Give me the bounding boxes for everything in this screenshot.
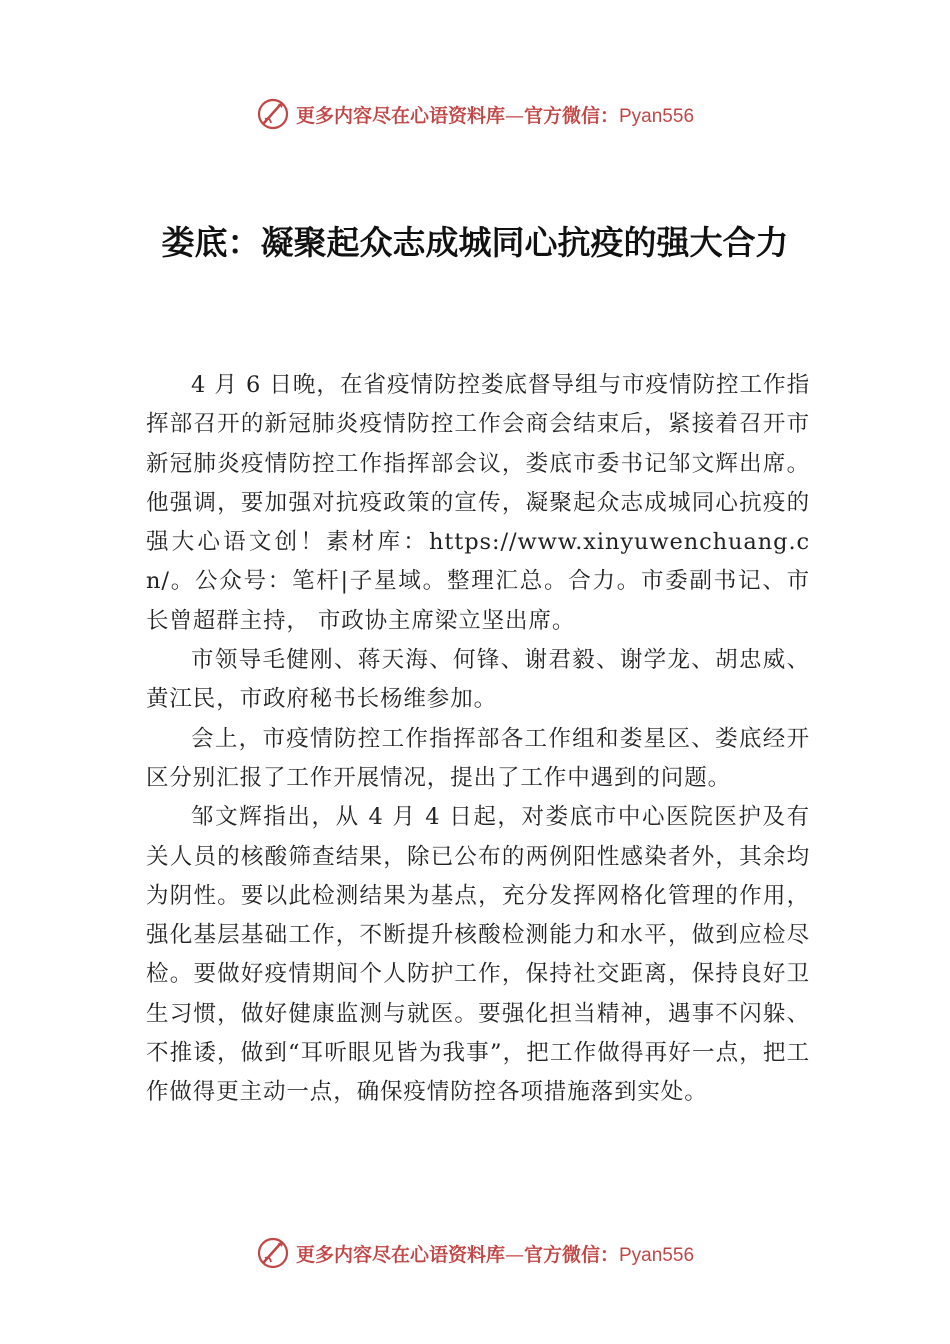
banner-wechat-label: 官方微信： xyxy=(523,104,619,127)
banner-promo: 更多内容尽在心语资料库 xyxy=(295,104,505,127)
banner-text xyxy=(296,101,694,128)
banner-separator: — xyxy=(504,104,524,127)
article-title: 娄底：凝聚起众志成城同心抗疫的强大合力 xyxy=(161,223,789,262)
banner-separator: — xyxy=(504,1243,524,1266)
article-body xyxy=(146,366,810,1113)
banner-text xyxy=(296,1240,694,1267)
banner-wechat-label: 官方微信： xyxy=(523,1243,619,1266)
banner-wechat-id: Pyan556 xyxy=(619,1244,695,1266)
paragraph: 4 月 6 日晚，在省疫情防控娄底督导组与市疫情防控工作指挥部召开的新冠肺炎疫情防控工作会商会结束后，紧接着召开市新冠肺炎疫情防控工作指挥部会议，娄底市委书记邹文辉出席。他强调，要加强对抗疫政策的宣传，凝聚起众志成城同心抗疫的强大心语文创！素材库：https://www.xinyuwenchuang.cn/。公众号：笔杆|子星域。整理汇总。合力。市委副书记、市长曾超群主持， 市政协主席梁立坚出席。 xyxy=(146,372,810,634)
banner-promo: 更多内容尽在心语资料库 xyxy=(295,1243,505,1266)
brush-logo-icon xyxy=(256,1236,290,1270)
header-banner xyxy=(0,94,950,134)
footer-banner xyxy=(0,1233,950,1273)
brush-logo-icon xyxy=(256,97,290,131)
paragraph: 市领导毛健刚、蒋天海、何锋、谢君毅、谢学龙、胡忠威、黄江民，市政府秘书长杨维参加。 xyxy=(146,647,810,713)
paragraph: 会上，市疫情防控工作指挥部各工作组和娄星区、娄底经开区分别汇报了工作开展情况，提出了工作中遇到的问题。 xyxy=(146,725,810,791)
paragraph: 邹文辉指出，从 4 月 4 日起，对娄底市中心医院医护及有关人员的核酸筛查结果，除已公布的两例阳性感染者外，其余均为阴性。要以此检测结果为基点，充分发挥网格化管理的作用，强化基层基础工作，不断提升核酸检测能力和水平，做到应检尽检。要做好疫情期间个人防护工作，保持社交距离，保持良好卫生习惯，做好健康监测与就医。要强化担当精神，遇事不闪躲、不推诿，做到“耳听眼见皆为我事”，把工作做得再好一点，把工作做得更主动一点，确保疫情防控各项措施落到实处。 xyxy=(146,804,810,1106)
banner-wechat-id: Pyan556 xyxy=(619,105,695,127)
